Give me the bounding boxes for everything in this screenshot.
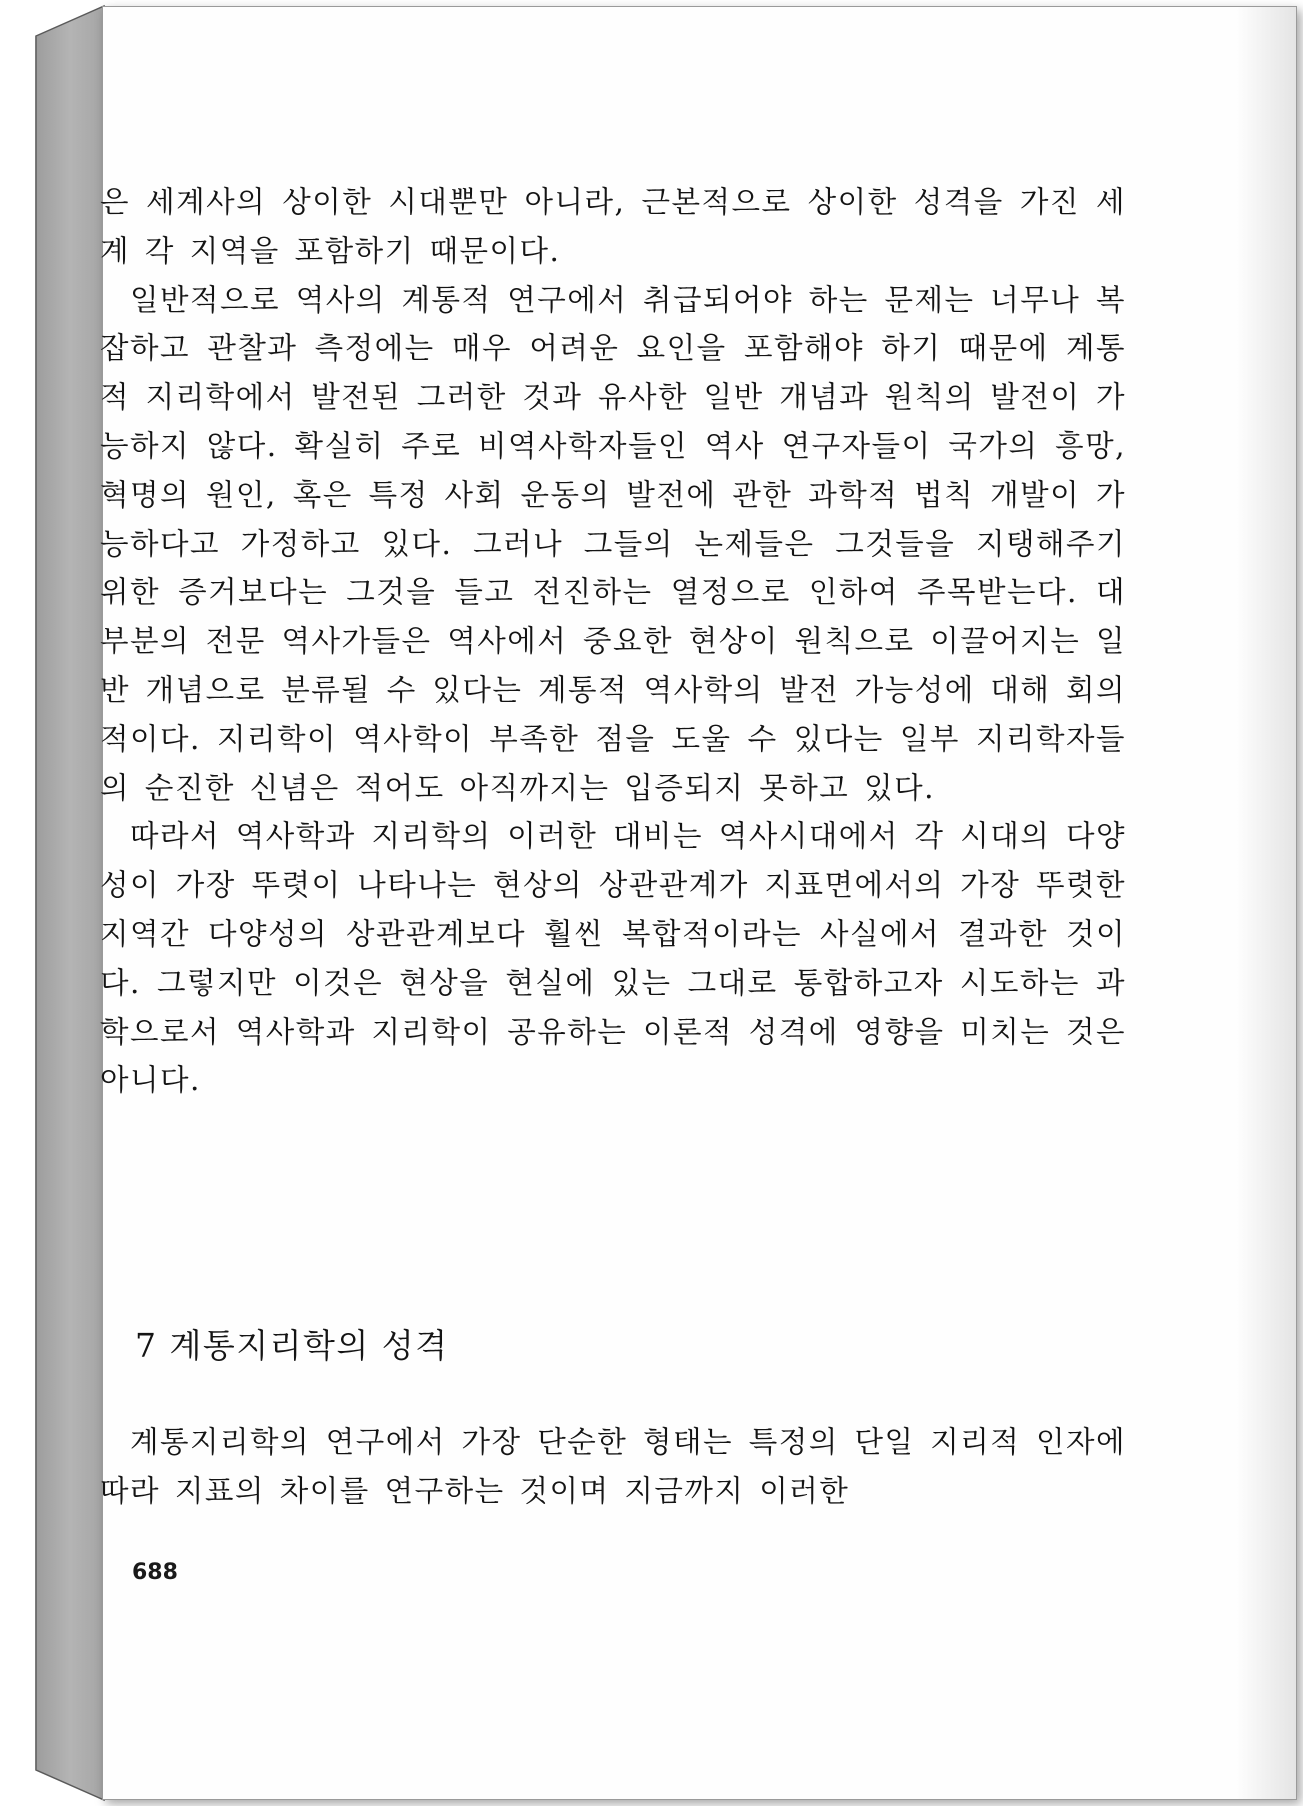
paragraph-4: 계통지리학의 연구에서 가장 단순한 형태는 특정의 단일 지리적 인자에 따라 지표의 차이를 연구하는 것이며 지금까지 이러한 <box>100 1425 1126 1508</box>
page-number: 688 <box>132 1560 178 1585</box>
section-heading: 7 계통지리학의 성격 <box>135 1326 449 1365</box>
page-edge-shading <box>1236 7 1296 1799</box>
body-text-top <box>100 178 1126 1105</box>
paragraph-1: 은 세계사의 상이한 시대뿐만 아니라, 근본적으로 상이한 성격을 가진 세계 각 지역을 포함하기 때문이다. <box>100 185 1126 268</box>
paragraph-2: 일반적으로 역사의 계통적 연구에서 취급되어야 하는 문제는 너무나 복잡하고 관찰과 측정에는 매우 어려운 요인을 포함해야 하기 때문에 계통적 지리학에서 발전된 그러한 것과 유사한 일반 개념과 원칙의 발전이 가능하지 않다. 확실히 주로 비역사학자들인 역사 연구자들이 국가의 흥망, 혁명의 원인, 혹은 특정 사회 운동의 발전에 관한 과학적 법칙 개발이 가능하다고 가정하고 있다. 그러나 그들의 논제들은 그것들을 지탱해주기 위한 증거보다는 그것을 들고 전진하는 열정으로 인하여 주목받는다. 대부분의 전문 역사가들은 역사에서 중요한 현상이 원칙으로 이끌어지는 일반 개념으로 분류될 수 있다는 계통적 역사학의 발전 가능성에 대해 회의적이다. 지리학이 역사학이 부족한 점을 도울 수 있다는 일부 지리학자들의 순진한 신념은 적어도 아직까지는 입증되지 못하고 있다. <box>100 282 1126 805</box>
paragraph-3: 따라서 역사학과 지리학의 이러한 대비는 역사시대에서 각 시대의 다양성이 가장 뚜렷이 나타나는 현상의 상관관계가 지표면에서의 가장 뚜렷한 지역간 다양성의 상관관계보다 훨씬 복합적이라는 사실에서 결과한 것이다. 그렇지만 이것은 현상을 현실에 있는 그대로 통합하고자 시도하는 과학으로서 역사학과 지리학이 공유하는 이론적 성격에 영향을 미치는 것은 아니다. <box>100 819 1126 1098</box>
body-text-bottom <box>100 1418 1126 1516</box>
book-spine <box>0 0 110 1806</box>
